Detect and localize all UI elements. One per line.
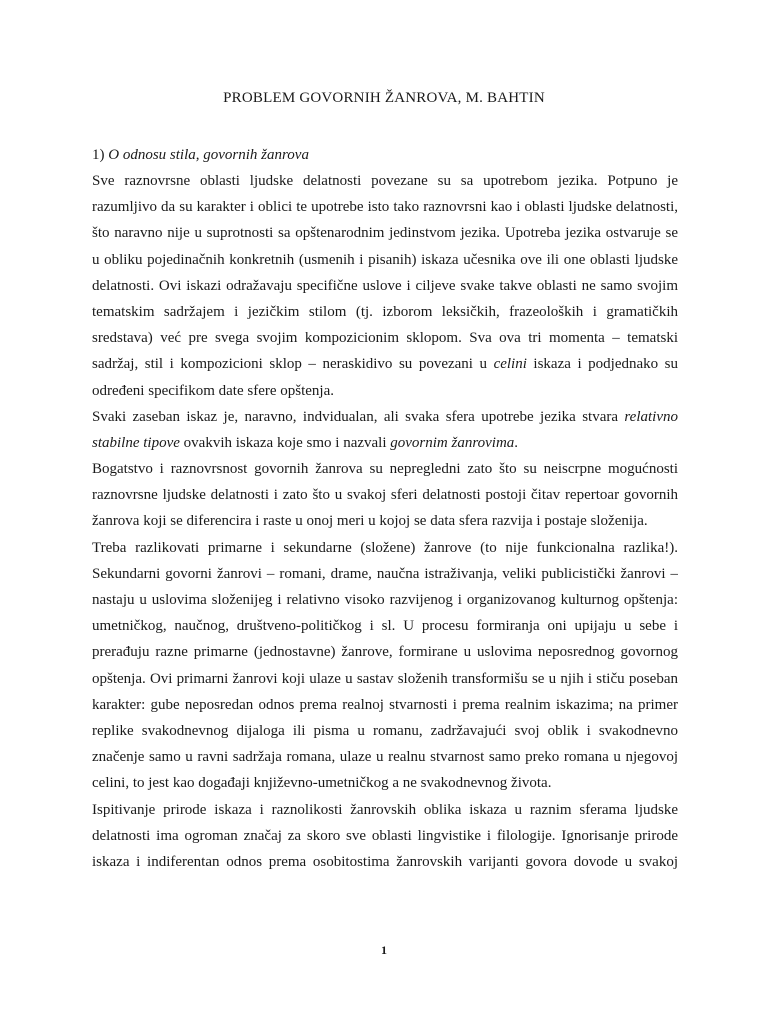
text-line bbox=[92, 587, 678, 613]
paragraph bbox=[92, 168, 678, 404]
text-segment: Sve raznovrsne oblasti ljudske delatnosti povezane su sa upotrebom jezika. Potpuno je bbox=[92, 173, 678, 189]
text-segment: Bogatstvo i raznovrsnost govornih žanrova su nepregledni zato što su neiscrpne mogućnosti bbox=[92, 461, 678, 478]
text-segment: razumljivo da su karakter i oblici te upotrebe isto tako raznovrsni kao i oblasti ljudske delatnosti, bbox=[92, 199, 678, 216]
text-segment: Sekundarni govorni žanrovi – romani, drame, naučna istraživanja, veliki publicistički žanrovi – bbox=[92, 565, 678, 582]
text-line bbox=[92, 168, 678, 194]
text-line bbox=[92, 247, 678, 273]
text-segment: sredstava) već pre svega svojim kompozicionim sklopom. Sva ova tri momenta – tematski bbox=[92, 330, 678, 347]
text-segment: celini, to jest kao događaji književno-umetničkog a ne svakodnevnog života. bbox=[92, 775, 552, 792]
text-line bbox=[92, 744, 678, 770]
text-segment: nastaju u uslovima složenijeg i relativno visoko razvijenog i organizovanog kulturnog opštenja: bbox=[92, 592, 678, 608]
text-segment: iskaza i podjednako su bbox=[526, 356, 678, 373]
text-line bbox=[92, 404, 678, 430]
paragraph bbox=[92, 456, 678, 535]
italic-text: stabilne tipove bbox=[92, 434, 180, 451]
text-line bbox=[92, 535, 678, 561]
text-line bbox=[92, 194, 678, 220]
text-segment: iskaza i indiferentan odnos prema osobitostima žanrovskih varijanti govora dovode u svakoj bbox=[92, 853, 678, 870]
text-segment: žanrova koji se diferencira i raste u onoj meri u kojoj se data sfera razvija i postaje složenija. bbox=[92, 513, 648, 530]
italic-text: relativno bbox=[624, 408, 678, 425]
text-segment: Svaki zaseban iskaz je, naravno, indvidualan, ali svaka sfera upotrebe jezika stvara bbox=[92, 408, 625, 425]
text-line bbox=[92, 849, 678, 875]
text-segment: prerađuju razne primarne (jednostavne) žanrove, formirane u uslovima neposrednog govornog bbox=[92, 644, 678, 661]
text-segment: raznovrsne ljudske delatnosti i zato što u svakoj sferi delatnosti postoji čitav repertoar govornih bbox=[92, 487, 678, 504]
text-segment: umetničkog, naučnog, društveno-političkog i sl. U procesu formiranja oni upijaju u sebe i bbox=[92, 618, 678, 635]
text-segment: replike svakodnevnog dijaloga ili pisma u romanu, zadržavajući svoj oblik i svakodnevno bbox=[92, 722, 678, 739]
text-line bbox=[92, 561, 678, 587]
text-segment: u obliku pojedinačnih konkretnih (usmenih i pisanih) iskaza učesnika ove ili one oblasti ljudske bbox=[92, 251, 678, 268]
text-segment: što naravno nije u suprotnosti sa opštenarodnim jedinstvom jezika. Upotreba jezika ostvaruje se bbox=[92, 225, 678, 242]
page-title: PROBLEM GOVORNIH ŽANROVA, M. BAHTIN bbox=[223, 90, 545, 106]
text-line bbox=[92, 613, 678, 639]
text-line bbox=[92, 325, 678, 351]
text-line bbox=[92, 718, 678, 744]
paragraph bbox=[92, 535, 678, 797]
italic-text: celini bbox=[493, 356, 527, 373]
section-heading bbox=[92, 147, 309, 164]
section-title: O odnosu stila, govornih žanrova bbox=[108, 147, 309, 163]
paragraph bbox=[92, 404, 678, 456]
text-segment: tematskim sadržajem i jezičkim stilom (tj. izborom leksičkih, frazeoloških i gramatičkih bbox=[92, 303, 678, 320]
text-line bbox=[92, 220, 678, 246]
text-line bbox=[92, 482, 678, 508]
text-line bbox=[92, 378, 678, 404]
text-line bbox=[92, 823, 678, 849]
text-segment: . bbox=[514, 434, 519, 451]
text-line bbox=[92, 770, 678, 796]
text-segment: opštenja. Ovi primarni žanrovi koji ulaze u sastav složenih transformišu se u njih i stiču poseban bbox=[92, 670, 678, 687]
text-segment: ovakvih iskaza koje smo i nazvali bbox=[179, 434, 391, 451]
text-segment: delatnosti ima ogroman značaj za skoro sve oblasti lingvistike i filologije. Ignorisanje prirode bbox=[92, 827, 678, 844]
body-text bbox=[92, 168, 678, 875]
text-line bbox=[92, 797, 678, 823]
text-line bbox=[92, 666, 678, 692]
text-line bbox=[92, 299, 678, 325]
italic-text: govornim žanrovima bbox=[390, 434, 515, 451]
text-line bbox=[92, 351, 678, 377]
text-segment: karakter: gube neposredan odnos prema realnoj stvarnosti i prema realnim iskazima; na primer bbox=[92, 696, 678, 713]
text-segment: delatnosti. Ovi iskazi odražavaju specifične uslove i ciljeve svake takve oblasti ne samo svojim bbox=[92, 277, 678, 294]
page-number: 1 bbox=[381, 943, 387, 957]
section-number: 1) bbox=[92, 147, 105, 163]
text-line bbox=[92, 430, 678, 456]
text-segment: Ispitivanje prirode iskaza i raznolikosti žanrovskih oblika iskaza u raznim sferama ljudske bbox=[92, 801, 678, 818]
text-line bbox=[92, 508, 678, 534]
text-segment: sadržaj, stil i kompozicioni sklop – neraskidivo su povezani u bbox=[92, 356, 494, 373]
text-segment: značenje samo u ravni sadržaja romana, ulaze u realnu stvarnost samo preko romana u njegovoj bbox=[92, 749, 678, 766]
text-line bbox=[92, 692, 678, 718]
text-line bbox=[92, 456, 678, 482]
text-segment: Treba razlikovati primarne i sekundarne (složene) žanrove (to nije funkcionalna razlika!). bbox=[92, 539, 678, 556]
paragraph bbox=[92, 797, 678, 876]
text-line bbox=[92, 639, 678, 665]
text-segment: određeni specifikom date sfere opštenja. bbox=[92, 382, 334, 399]
text-line bbox=[92, 273, 678, 299]
